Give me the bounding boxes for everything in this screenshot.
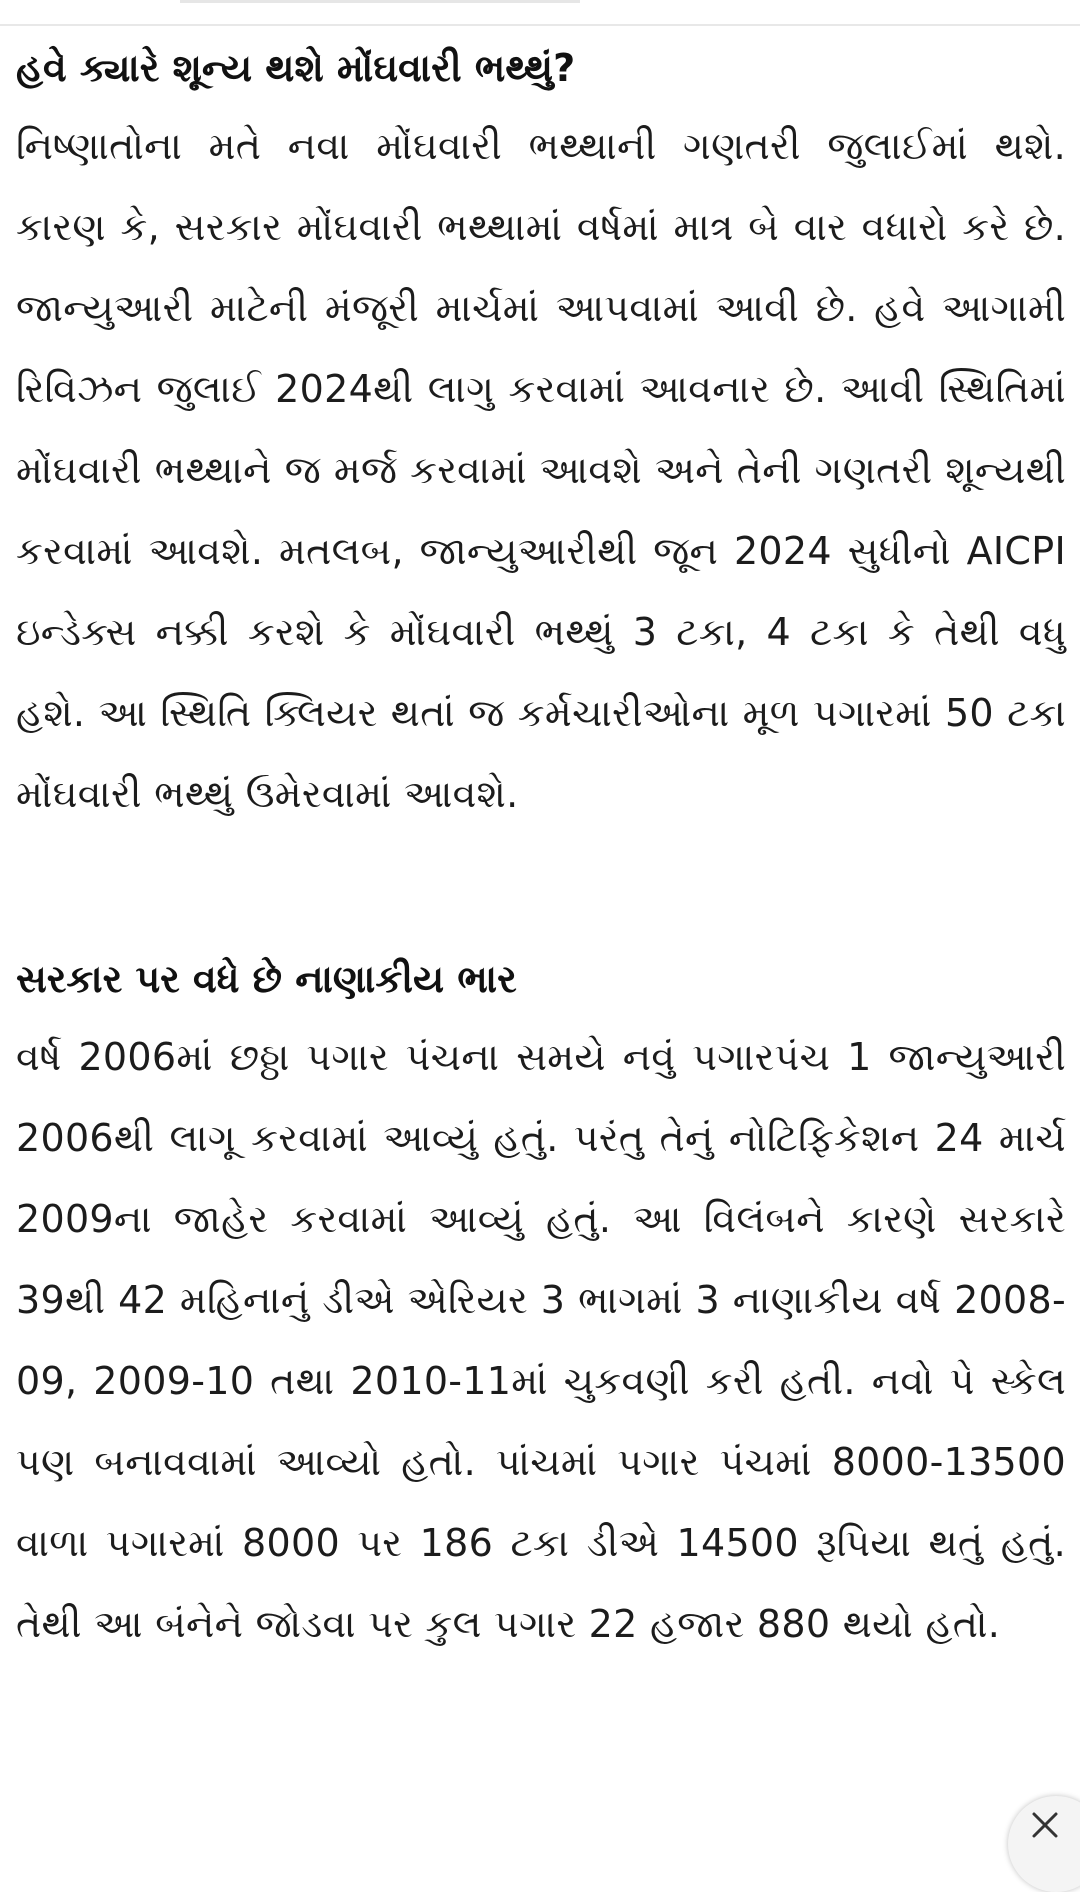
section-spacer bbox=[16, 835, 1066, 947]
close-button[interactable] bbox=[1008, 1796, 1080, 1892]
section-heading-da-zero: હવે ક્યારે શૂન્ય થશે મોંઘવારી ભથ્થું? bbox=[16, 46, 576, 90]
section-heading-financial-burden: સરકાર પર વધે છે નાણાકીય ભાર bbox=[16, 957, 517, 1001]
section-paragraph-da-zero: નિષ્ણાતોના મતે નવા મોંઘવારી ભથ્થાની ગણતરી જુલાઈમાં થશે. કારણ કે, સરકાર મોંઘવારી ભથ્થામાં વર્ષમાં માત્ર બે વાર વધારો કરે છે. જાન્યુઆરી માટેની મંજૂરી માર્ચમાં આપવામાં આવી છે. હવે આગામી રિવિઝન જુલાઈ 2024થી લાગુ કરવામાં આવનાર છે. આવી સ્થિતિમાં મોંઘવારી ભથ્થાને જ મર્જ કરવામાં આવશે અને તેની ગણતરી શૂન્યથી કરવામાં આવશે. મતલબ, જાન્યુઆરીથી જૂન 2024 સુધીનો AICPI ઇન્ડેક્સ નક્કી કરશે કે મોંઘવારી ભથ્થું 3 ટકા, 4 ટકા કે તેથી વધુ હશે. આ સ્થિતિ ક્લિયર થતાં જ કર્મચારીઓના મૂળ પગારમાં 50 ટકા મોંઘવારી ભથ્થું ઉમેરવામાં આવશે. bbox=[16, 124, 1066, 816]
close-icon bbox=[1030, 1810, 1060, 1840]
top-divider bbox=[0, 24, 1080, 26]
article-body bbox=[16, 36, 1066, 1665]
top-tab-indicator bbox=[180, 0, 580, 3]
section-paragraph-financial-burden: વર્ષ 2006માં છઠ્ઠા પગાર પંચના સમયે નવું પગારપંચ 1 જાન્યુઆરી 2006થી લાગૂ કરવામાં આવ્યું હતું. પરંતુ તેનું નોટિફિકેશન 24 માર્ચ 2009ના જાહેર કરવામાં આવ્યું હતું. આ વિલંબને કારણે સરકારે 39થી 42 મહિનાનું ડીએ એરિયર 3 ભાગમાં 3 નાણાકીય વર્ષ 2008-09, 2009-10 તથા 2010-11માં ચુકવણી કરી હતી. નવો પે સ્કેલ પણ બનાવવામાં આવ્યો હતો. પાંચમાં પગાર પંચમાં 8000-13500 વાળા પગારમાં 8000 પર 186 ટકા ડીએ 14500 રૂપિયા થતું હતું. તેથી આ બંનેને જોડવા પર કુલ પગાર 22 હજાર 880 થયો હતો. bbox=[16, 1035, 1066, 1646]
